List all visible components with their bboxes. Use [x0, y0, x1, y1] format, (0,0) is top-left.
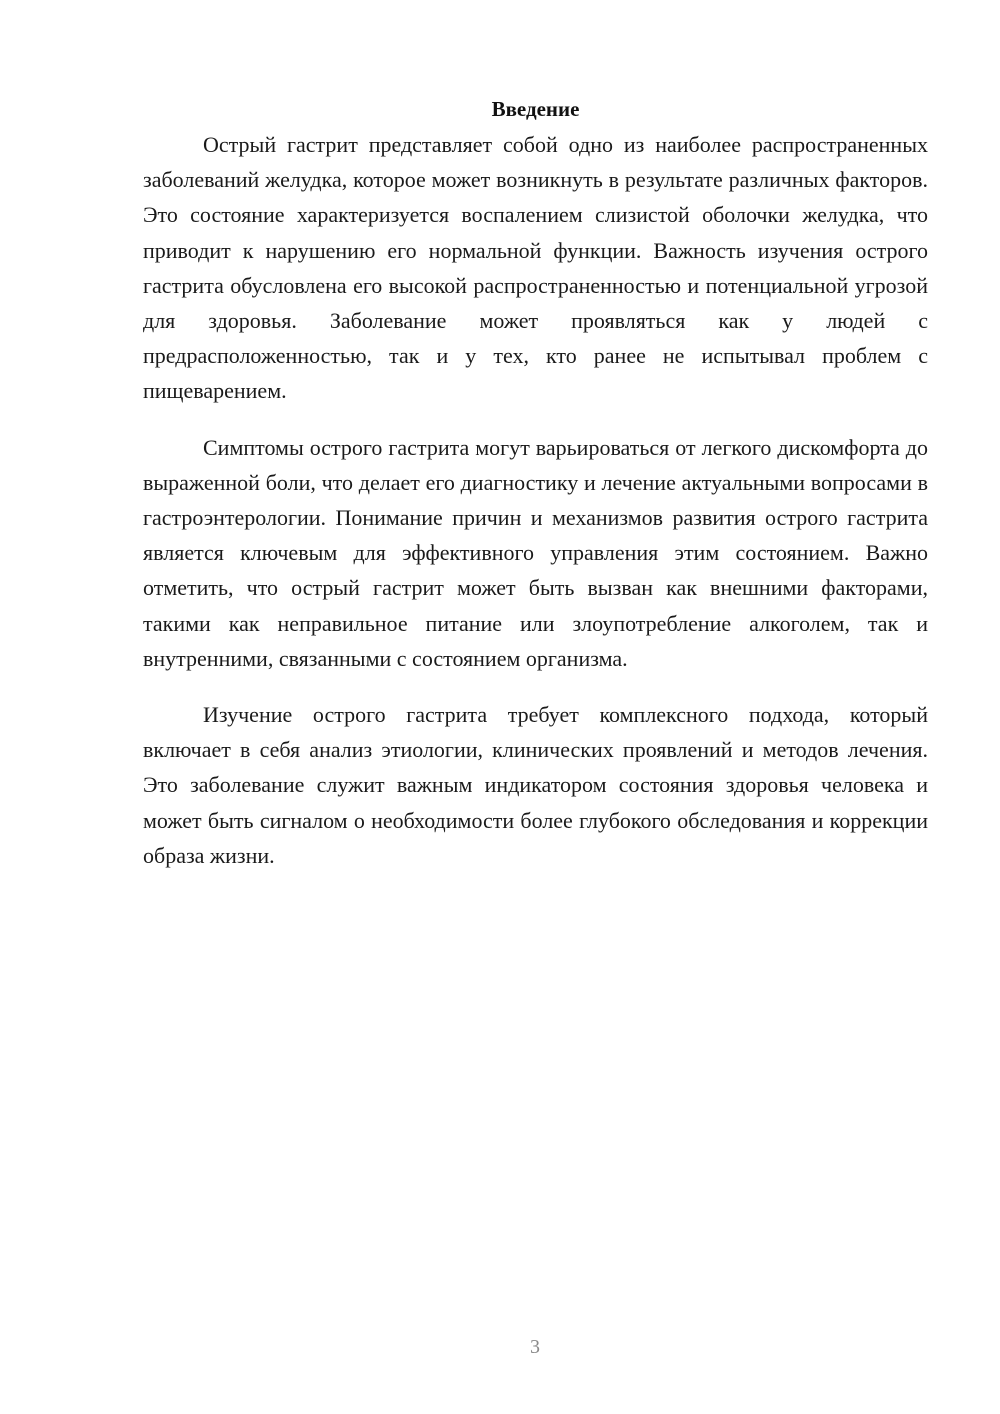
page-content: [143, 92, 928, 873]
paragraph-1: Острый гастрит представляет собой одно из наиболее распространенных заболеваний желудка, которое может возникнуть в результате различных факторов. Это состояние характеризуется воспалением слизистой оболочки желудка, что приводит к нарушению его нормальной функции. Важность изучения острого гастрита обусловлена его высокой распространенностью и потенциальной угрозой для здоровья. Заболевание может проявляться как у людей с предрасположенностью, так и у тех, кто ранее не испытывал проблем с пищеварением.: [143, 132, 928, 404]
paragraph-2: Симптомы острого гастрита могут варьироваться от легкого дискомфорта до выраженной боли, что делает его диагностику и лечение актуальными вопросами в гастроэнтерологии. Понимание причин и механизмов развития острого гастрита является ключевым для эффективного управления этим состоянием. Важно отметить, что острый гастрит может быть вызван как внешними факторами, такими как неправильное питание или злоупотребление алкоголем, так и внутренними, связанными с состоянием организма.: [143, 434, 928, 671]
section-heading: Введение: [491, 97, 580, 121]
paragraph-3: Изучение острого гастрита требует комплексного подхода, который включает в себя анализ этиологии, клинических проявлений и методов лечения. Это заболевание служит важным индикатором состояния здоровья человека и может быть сигналом о необходимости более глубокого обследования и коррекции образа жизни.: [143, 702, 928, 868]
page-number: 3: [530, 1336, 540, 1358]
